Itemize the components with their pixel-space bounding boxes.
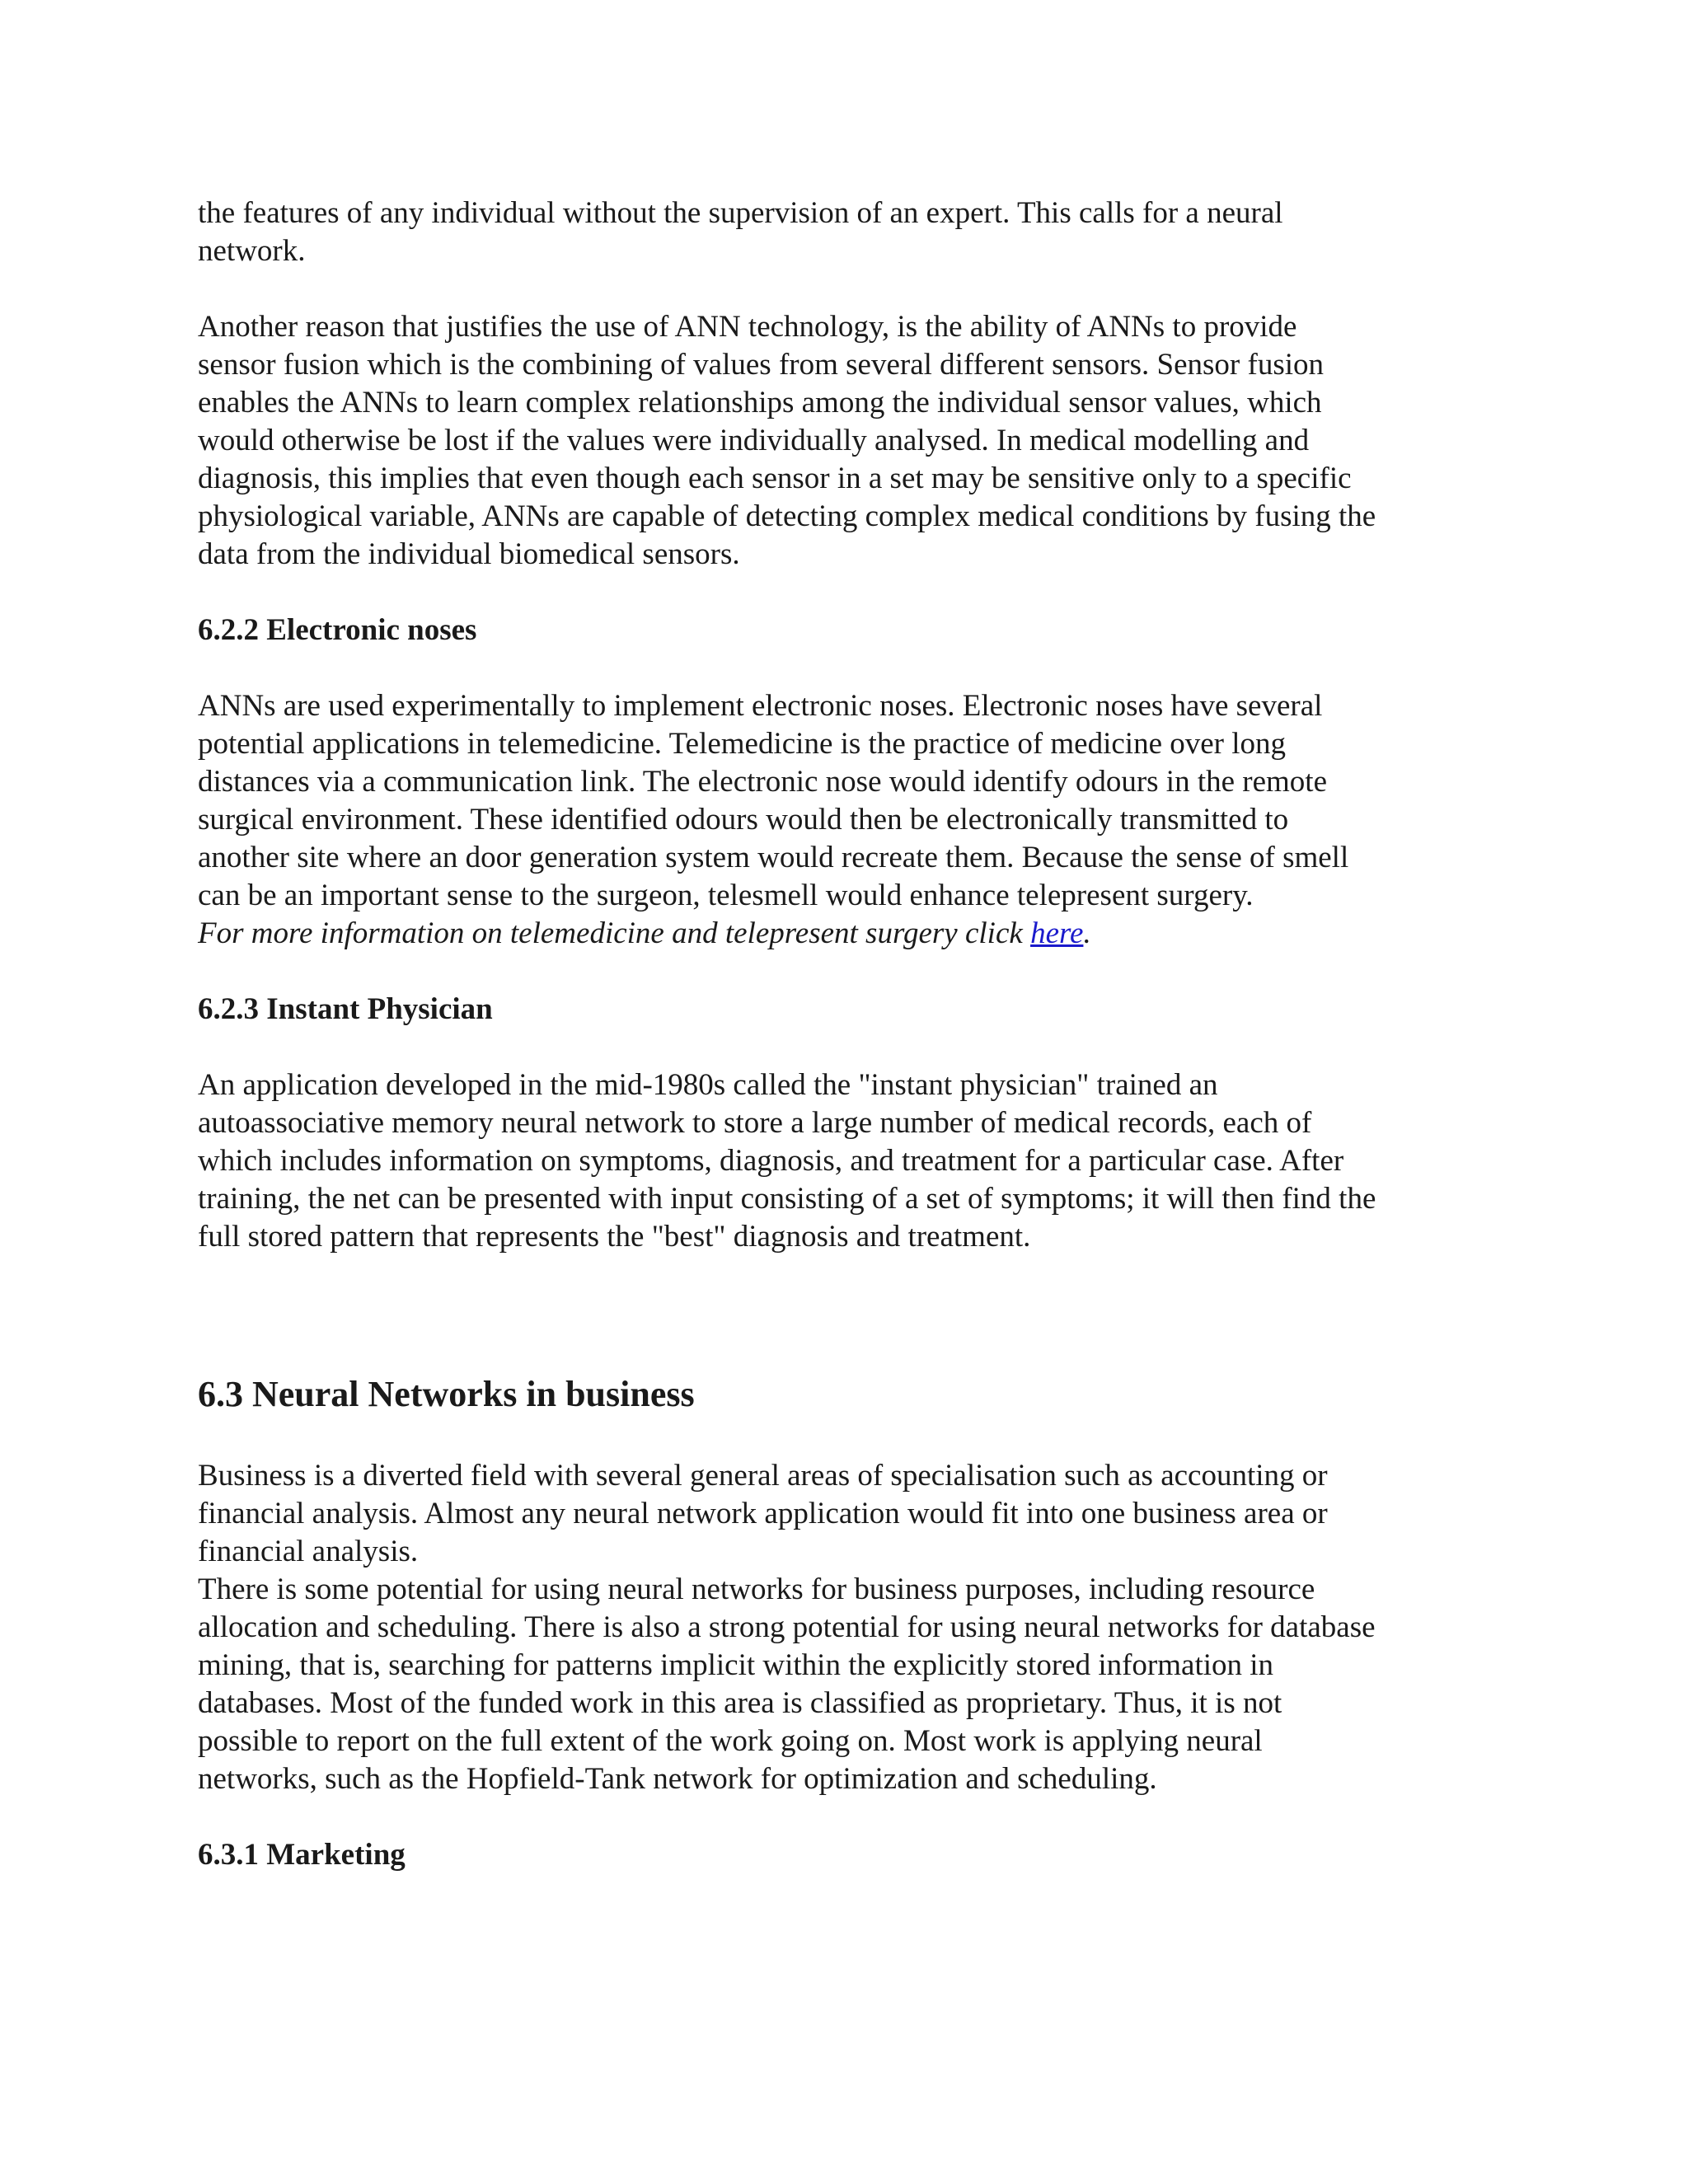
text-line: data from the individual biomedical sensors. xyxy=(198,537,740,571)
paragraph-business xyxy=(198,1457,1484,1798)
spacer xyxy=(198,1029,1484,1066)
heading-marketing: 6.3.1 Marketing xyxy=(198,1838,406,1872)
text-line: mining, that is, searching for patterns implicit within the explicitly stored information in xyxy=(198,1648,1274,1682)
paragraph-instant-physician xyxy=(198,1066,1484,1256)
more-info-text: For more information on telemedicine and telepresent surgery click xyxy=(198,916,1031,950)
text-line: An application developed in the mid-1980s called the "instant physician" trained an xyxy=(198,1068,1218,1102)
text-line: distances via a communication link. The electronic nose would identify odours in the remote xyxy=(198,765,1328,799)
text-line: which includes information on symptoms, diagnosis, and treatment for a particular case. After xyxy=(198,1144,1344,1178)
text-line: potential applications in telemedicine. Telemedicine is the practice of medicine over long xyxy=(198,727,1287,761)
text-line: full stored pattern that represents the "best" diagnosis and treatment. xyxy=(198,1220,1031,1254)
paragraph-electronic-noses xyxy=(198,687,1484,953)
text-line: surgical environment. These identified odours would then be electronically transmitted to xyxy=(198,803,1289,837)
text-line: Business is a diverted field with several general areas of specialisation such as accounting or xyxy=(198,1459,1328,1493)
paragraph-intro xyxy=(198,194,1484,270)
page-content xyxy=(198,194,1484,1874)
text-line: ANNs are used experimentally to implement electronic noses. Electronic noses have several xyxy=(198,689,1323,723)
text-line: There is some potential for using neural networks for business purposes, including resource xyxy=(198,1572,1315,1606)
spacer xyxy=(198,953,1484,991)
text-line: physiological variable, ANNs are capable of detecting complex medical conditions by fusing the xyxy=(198,499,1376,533)
spacer xyxy=(198,1256,1484,1370)
text-line: the features of any individual without the supervision of an expert. This calls for a neural xyxy=(198,196,1283,230)
text-line: allocation and scheduling. There is also a strong potential for using neural networks for database xyxy=(198,1610,1376,1644)
spacer xyxy=(198,649,1484,687)
text-line: financial analysis. Almost any neural network application would fit into one business area or xyxy=(198,1497,1328,1530)
text-line: enables the ANNs to learn complex relationships among the individual sensor values, which xyxy=(198,386,1322,419)
text-line: networks, such as the Hopfield-Tank network for optimization and scheduling. xyxy=(198,1762,1157,1796)
more-info-end: . xyxy=(1083,916,1091,950)
text-line: another site where an door generation system would recreate them. Because the sense of smell xyxy=(198,841,1349,874)
text-line: Another reason that justifies the use of ANN technology, is the ability of ANNs to provide xyxy=(198,310,1297,344)
heading-neural-networks-business: 6.3 Neural Networks in business xyxy=(198,1374,695,1414)
here-link[interactable]: here xyxy=(1030,916,1084,950)
text-line: would otherwise be lost if the values were individually analysed. In medical modelling and xyxy=(198,424,1310,457)
text-line: sensor fusion which is the combining of values from several different sensors. Sensor fusion xyxy=(198,348,1325,382)
text-line: financial analysis. xyxy=(198,1535,419,1568)
text-line: autoassociative memory neural network to store a large number of medical records, each of xyxy=(198,1106,1312,1140)
spacer xyxy=(198,1419,1484,1457)
paragraph-sensor-fusion xyxy=(198,308,1484,574)
more-info-note xyxy=(198,915,1484,953)
text-line: possible to report on the full extent of the work going on. Most work is applying neural xyxy=(198,1724,1263,1758)
text-line: network. xyxy=(198,234,306,268)
heading-instant-physician: 6.2.3 Instant Physician xyxy=(198,992,493,1026)
heading-electronic-noses: 6.2.2 Electronic noses xyxy=(198,613,477,647)
text-line: training, the net can be presented with input consisting of a set of symptoms; it will then find the xyxy=(198,1182,1376,1216)
text-line: can be an important sense to the surgeon, telesmell would enhance telepresent surgery. xyxy=(198,879,1254,912)
spacer xyxy=(198,1798,1484,1836)
spacer xyxy=(198,270,1484,308)
text-line: diagnosis, this implies that even though each sensor in a set may be sensitive only to a specific xyxy=(198,462,1352,495)
spacer xyxy=(198,574,1484,612)
text-line: databases. Most of the funded work in this area is classified as proprietary. Thus, it is not xyxy=(198,1686,1282,1720)
